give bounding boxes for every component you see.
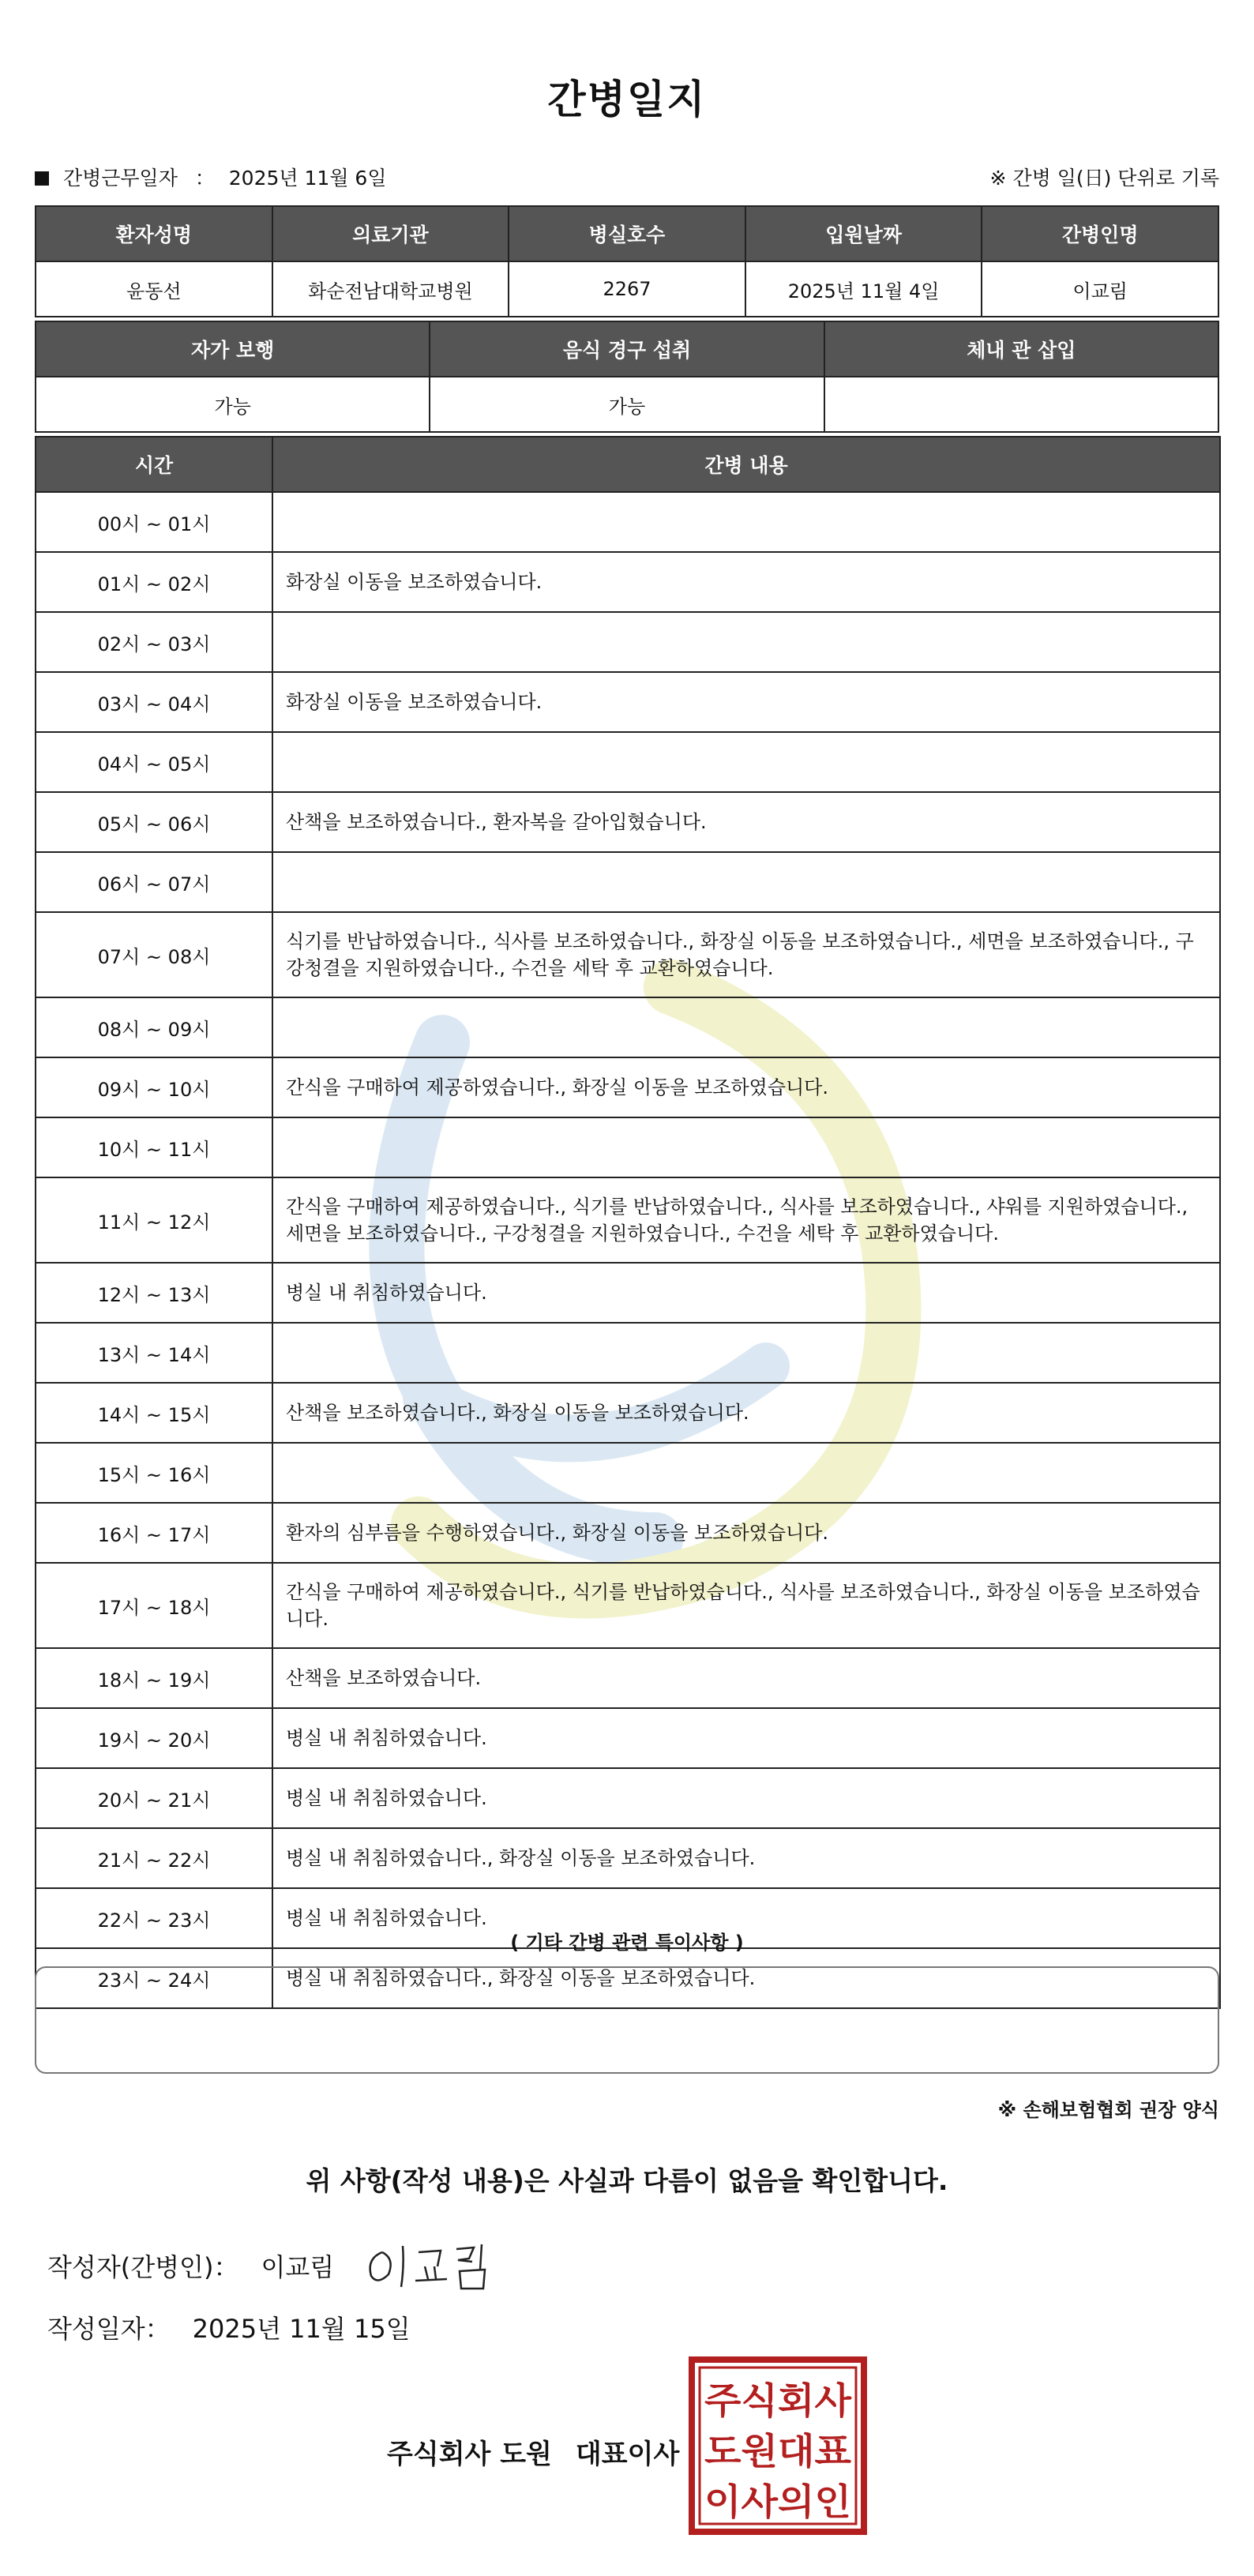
- admission-date: 2025년 11월 4일: [745, 261, 982, 317]
- schedule-row: [36, 1563, 1220, 1648]
- document-title: 간병일지: [547, 77, 707, 122]
- written-date-label: 작성일자：: [47, 2314, 171, 2344]
- schedule-content: 산책을 보조하였습니다., 화장실 이동을 보조하였습니다.: [272, 1383, 1220, 1443]
- schedule-content: 병실 내 취침하였습니다.: [272, 1888, 1220, 1948]
- svg-text:도원대표: 도원대표: [704, 2430, 852, 2473]
- schedule-time: 04시 ~ 05시: [36, 732, 272, 792]
- schedule-content: 환자의 심부름을 수행하였습니다., 화장실 이동을 보조하였습니다.: [272, 1503, 1220, 1563]
- schedule-time: 15시 ~ 16시: [36, 1443, 272, 1503]
- form-source-note: ※ 손해보험협회 권장 양식: [997, 2099, 1219, 2121]
- schedule-row: [36, 1828, 1220, 1888]
- self-walking-value: 가능: [36, 377, 430, 432]
- patient-status-value-row: [36, 377, 1218, 432]
- schedule-time: 06시 ~ 07시: [36, 852, 272, 912]
- header-tube-insertion: 체내 관 삽입: [824, 321, 1218, 377]
- square-bullet-icon: [35, 171, 49, 186]
- schedule-row: [36, 1383, 1220, 1443]
- schedule-content: 산책을 보조하였습니다., 환자복을 갈아입혔습니다.: [272, 792, 1220, 852]
- schedule-row: [36, 1768, 1220, 1828]
- writer-label: 작성자(간병인)：: [47, 2252, 239, 2282]
- notes-box: [35, 1966, 1219, 2074]
- schedule-content: 병실 내 취침하였습니다., 화장실 이동을 보조하였습니다.: [272, 1948, 1220, 2008]
- header-room-number: 병실호수: [509, 206, 745, 261]
- company-seal-stamp: [689, 2356, 867, 2535]
- schedule-content: 식기를 반납하였습니다., 식사를 보조하였습니다., 화장실 이동을 보조하였습니다., 세면을 보조하였습니다., 구강청결을 지원하였습니다., 수건을 세탁 후 교환하였습니다.: [272, 912, 1220, 997]
- schedule-content: 간식을 구매하여 제공하였습니다., 식기를 반납하였습니다., 식사를 보조하였습니다., 화장실 이동을 보조하였습니다.: [272, 1563, 1220, 1648]
- schedule-time: 17시 ~ 18시: [36, 1563, 272, 1648]
- oral-intake-value: 가능: [430, 377, 824, 432]
- schedule-time: 23시 ~ 24시: [36, 1948, 272, 2008]
- ceo-title: 대표이사: [575, 2439, 680, 2470]
- schedule-content: 병실 내 취침하였습니다.: [272, 1263, 1220, 1323]
- schedule-row: [36, 552, 1220, 612]
- confirmation-statement: 위 사항(작성 내용)은 사실과 다름이 없음을 확인합니다.: [306, 2165, 948, 2196]
- schedule-content: [272, 612, 1220, 672]
- schedule-time: 19시 ~ 20시: [36, 1708, 272, 1768]
- schedule-content: 간식을 구매하여 제공하였습니다., 화장실 이동을 보조하였습니다.: [272, 1057, 1220, 1117]
- schedule-content: [272, 1443, 1220, 1503]
- hospital-name: 화순전남대학교병원: [272, 261, 509, 317]
- work-date-separator: ：: [194, 167, 215, 190]
- schedule-row: [36, 492, 1220, 552]
- header-self-walking: 자가 보행: [36, 321, 430, 377]
- schedule-content: 병실 내 취침하였습니다.: [272, 1768, 1220, 1828]
- schedule-time: 10시 ~ 11시: [36, 1117, 272, 1177]
- schedule-content: [272, 1117, 1220, 1177]
- schedule-time: 13시 ~ 14시: [36, 1323, 272, 1383]
- schedule-time: 14시 ~ 15시: [36, 1383, 272, 1443]
- written-date-value: 2025년 11월 15일: [192, 2314, 411, 2344]
- work-date-value: 2025년 11월 6일: [228, 167, 387, 190]
- schedule-row: [36, 1708, 1220, 1768]
- schedule-content: 병실 내 취침하였습니다.: [272, 1708, 1220, 1768]
- schedule-row: [36, 1117, 1220, 1177]
- schedule-time: 00시 ~ 01시: [36, 492, 272, 552]
- schedule-time: 03시 ~ 04시: [36, 672, 272, 732]
- schedule-content: 화장실 이동을 보조하였습니다.: [272, 672, 1220, 732]
- schedule-row: [36, 852, 1220, 912]
- patient-status-table: [35, 321, 1219, 433]
- schedule-time: 07시 ~ 08시: [36, 912, 272, 997]
- schedule-content: [272, 1323, 1220, 1383]
- svg-text:주식회사: 주식회사: [704, 2379, 852, 2422]
- patient-info-table: [35, 205, 1219, 317]
- schedule-content: [272, 732, 1220, 792]
- schedule-row: [36, 672, 1220, 732]
- header-time: 시간: [36, 437, 272, 492]
- company-name: 주식회사 도원: [387, 2439, 552, 2470]
- company-line: [387, 2432, 679, 2471]
- schedule-time: 16시 ~ 17시: [36, 1503, 272, 1563]
- notes-heading: ( 기타 간병 관련 특이사항 ): [510, 1932, 744, 1954]
- schedule-content: 병실 내 취침하였습니다., 화장실 이동을 보조하였습니다.: [272, 1828, 1220, 1888]
- schedule-time: 08시 ~ 09시: [36, 997, 272, 1057]
- schedule-content: 산책을 보조하였습니다.: [272, 1648, 1220, 1708]
- handwritten-signature: [359, 2235, 516, 2298]
- room-number: 2267: [509, 261, 745, 317]
- schedule-row: [36, 792, 1220, 852]
- writer-line: [47, 2247, 334, 2284]
- svg-text:이사의인: 이사의인: [704, 2480, 851, 2523]
- schedule-row: [36, 997, 1220, 1057]
- schedule-row: [36, 1177, 1220, 1263]
- header-caregiver-name: 간병인명: [982, 206, 1218, 261]
- schedule-time: 05시 ~ 06시: [36, 792, 272, 852]
- tube-insertion-value: [824, 377, 1218, 432]
- meta-row: [35, 163, 1219, 194]
- schedule-content: [272, 492, 1220, 552]
- schedule-content: [272, 997, 1220, 1057]
- header-admission-date: 입원날짜: [745, 206, 982, 261]
- caregiver-name: 이교림: [982, 261, 1218, 317]
- schedule-time: 01시 ~ 02시: [36, 552, 272, 612]
- header-hospital: 의료기관: [272, 206, 509, 261]
- schedule-time: 12시 ~ 13시: [36, 1263, 272, 1323]
- patient-status-header-row: [36, 321, 1218, 377]
- schedule-header-row: [36, 437, 1220, 492]
- schedule-row: [36, 1263, 1220, 1323]
- record-unit-note: ※ 간병 일(日) 단위로 기록: [989, 167, 1219, 190]
- schedule-time: 22시 ~ 23시: [36, 1888, 272, 1948]
- work-date-label: 간병근무일자: [62, 167, 178, 190]
- work-date: [35, 163, 386, 191]
- header-patient-name: 환자성명: [36, 206, 272, 261]
- schedule-row: [36, 1057, 1220, 1117]
- schedule-content: [272, 852, 1220, 912]
- schedule-row: [36, 1323, 1220, 1383]
- schedule-row: [36, 732, 1220, 792]
- patient-name: 윤동선: [36, 261, 272, 317]
- schedule-time: 09시 ~ 10시: [36, 1057, 272, 1117]
- patient-info-value-row: [36, 261, 1218, 317]
- writer-name: 이교림: [261, 2252, 335, 2282]
- schedule-row: [36, 1503, 1220, 1563]
- schedule-content: 화장실 이동을 보조하였습니다.: [272, 552, 1220, 612]
- written-date-line: [47, 2309, 411, 2345]
- schedule-time: 11시 ~ 12시: [36, 1177, 272, 1263]
- schedule-time: 20시 ~ 21시: [36, 1768, 272, 1828]
- schedule-content: 간식을 구매하여 제공하였습니다., 식기를 반납하였습니다., 식사를 보조하였습니다., 샤워를 지원하였습니다., 세면을 보조하였습니다., 구강청결을 지원하였습니다., 수건을 세탁 후 교환하였습니다.: [272, 1177, 1220, 1263]
- schedule-row: [36, 1648, 1220, 1708]
- schedule-body: [36, 492, 1220, 2008]
- schedule-time: 21시 ~ 22시: [36, 1828, 272, 1888]
- schedule-time: 02시 ~ 03시: [36, 612, 272, 672]
- schedule-time: 18시 ~ 19시: [36, 1648, 272, 1708]
- header-oral-intake: 음식 경구 섭취: [430, 321, 824, 377]
- schedule-row: [36, 612, 1220, 672]
- schedule-row: [36, 1443, 1220, 1503]
- schedule-row: [36, 912, 1220, 997]
- patient-info-header-row: [36, 206, 1218, 261]
- care-schedule-table: [35, 436, 1221, 2009]
- header-care-content: 간병 내용: [272, 437, 1220, 492]
